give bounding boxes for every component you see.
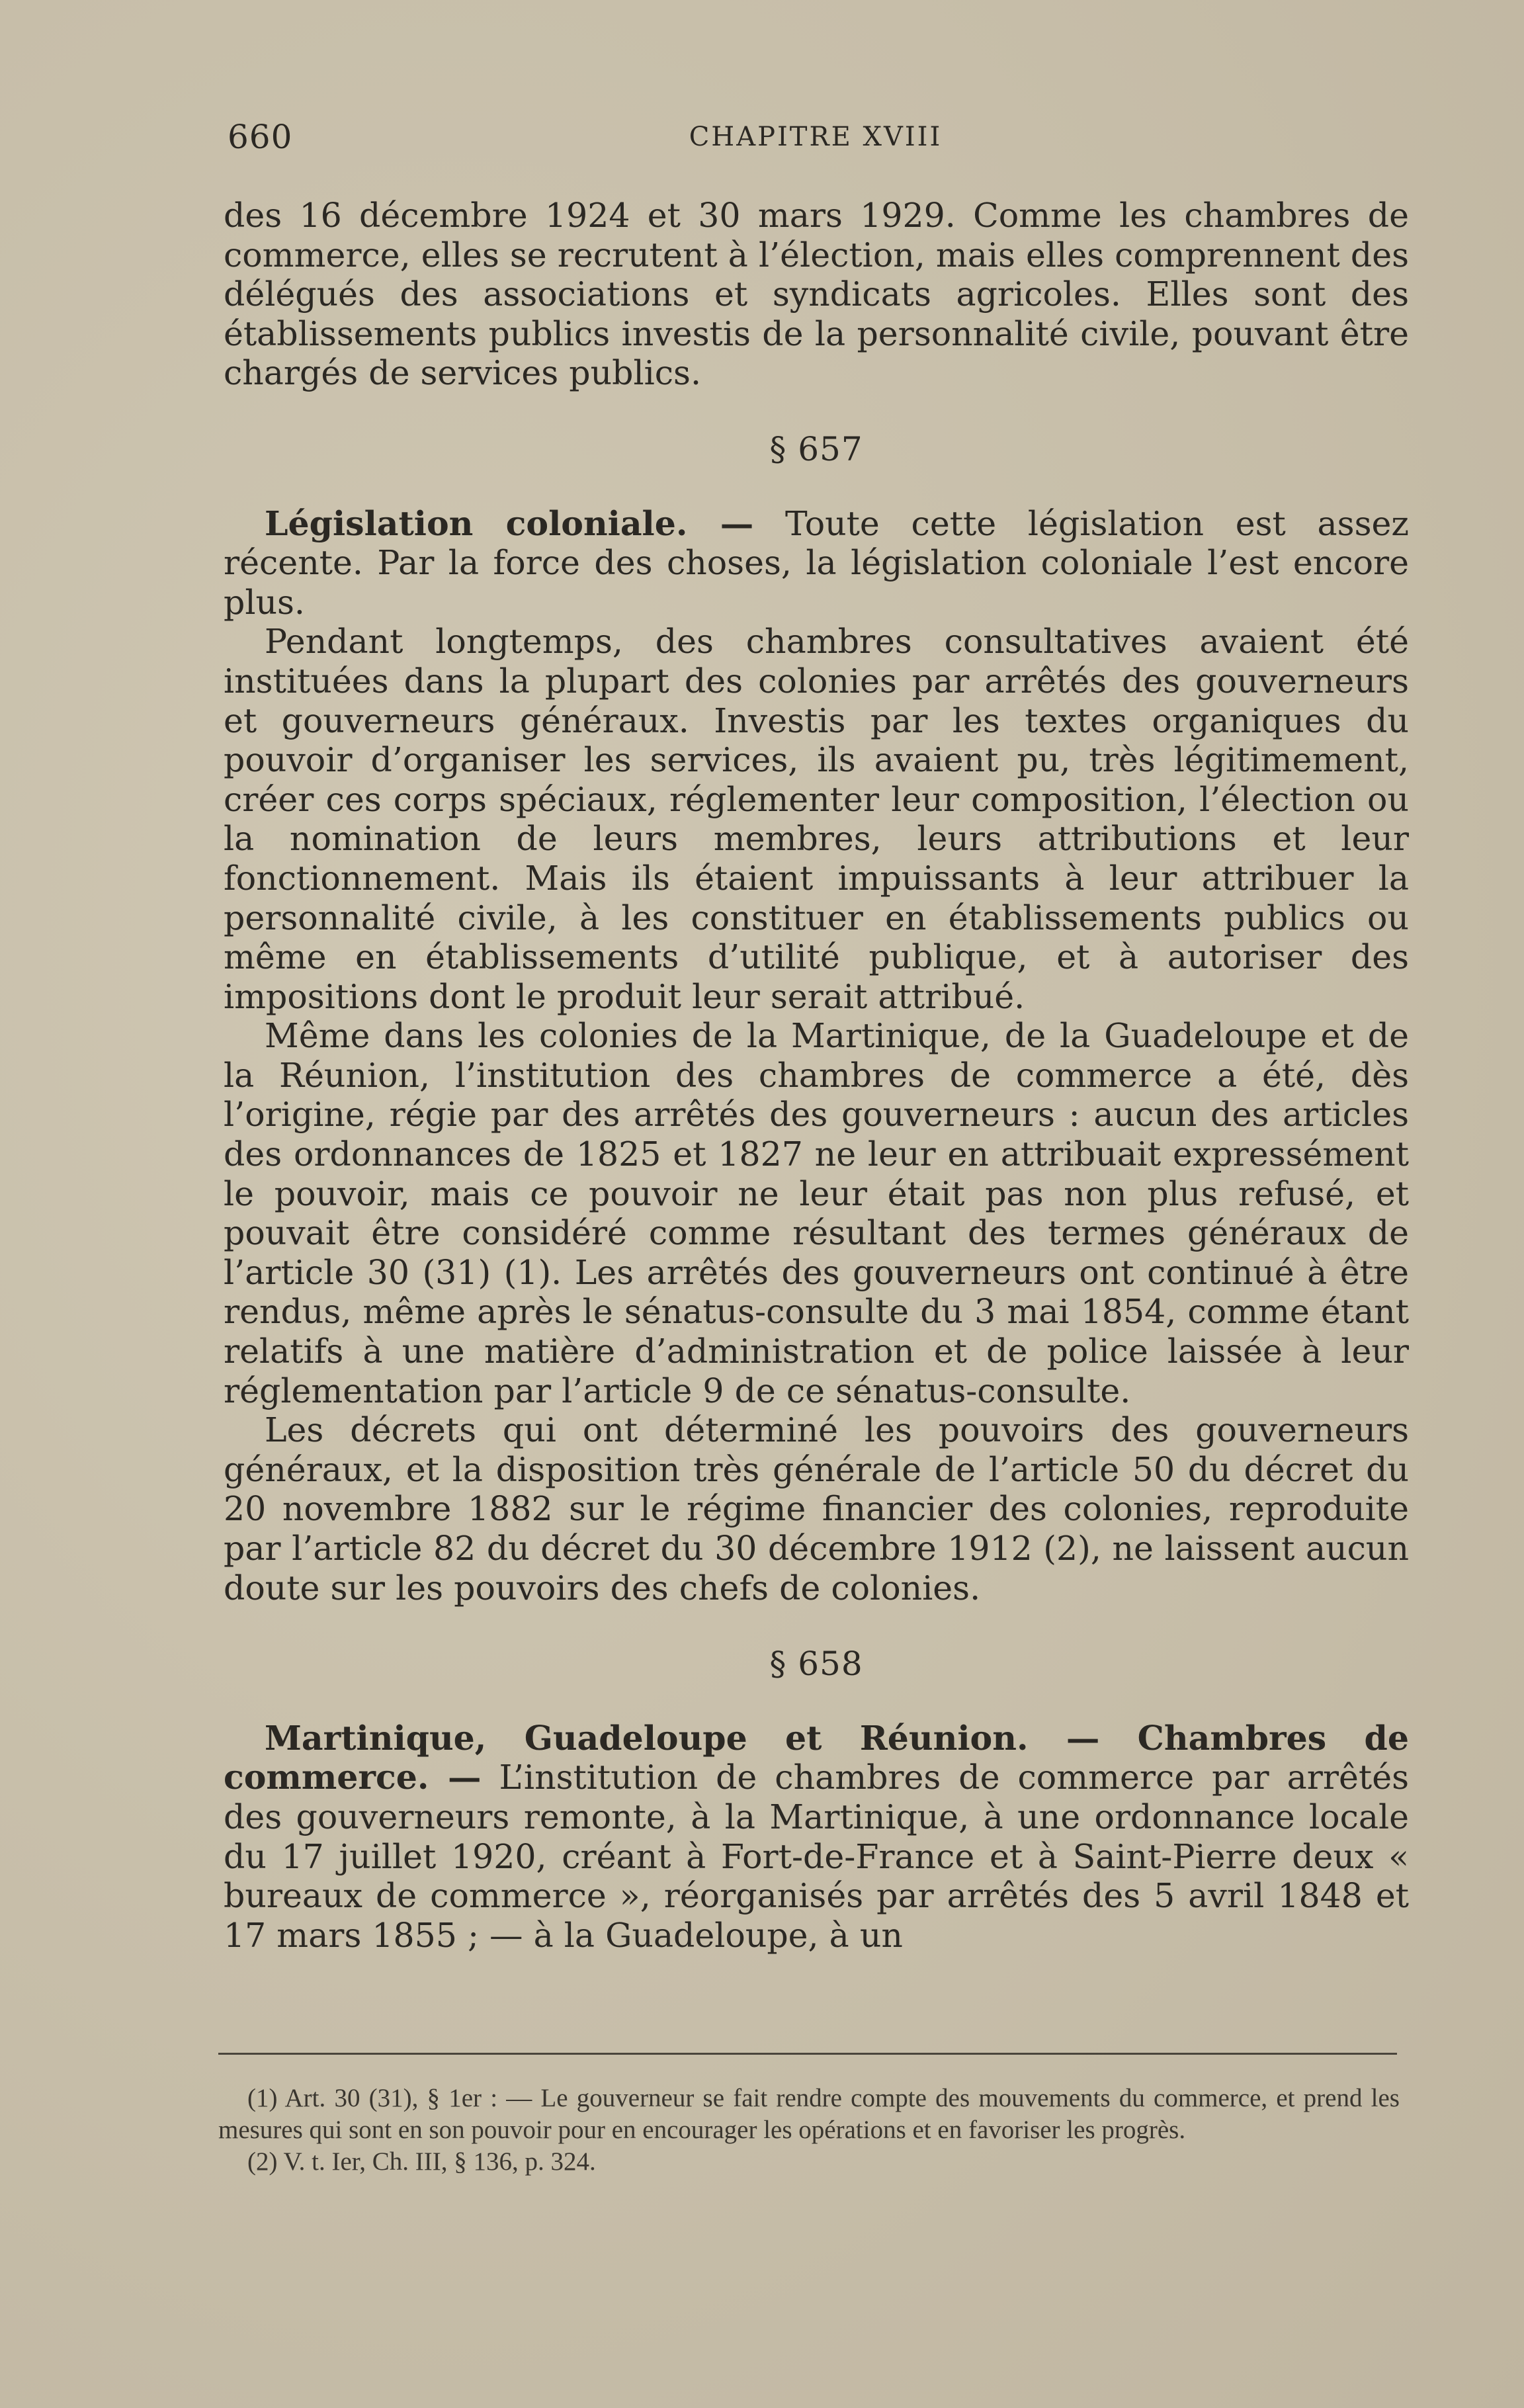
page-number: 660 bbox=[228, 118, 293, 156]
section-title: Législation coloniale. — bbox=[265, 503, 754, 543]
footnote-divider bbox=[218, 2053, 1397, 2055]
running-header bbox=[224, 118, 1408, 164]
footnote-2: (2) V. t. Ier, Ch. III, § 136, p. 324. bbox=[247, 2147, 596, 2176]
paragraph-text: Toute cette législation est assez récente. Par la force des choses, la législation coloniale l’est encore plus. bbox=[224, 503, 1409, 622]
paragraph-continuation: des 16 décembre 1924 et 30 mars 1929. Comme les chambres de commerce, elles se recrutent à l’élection, mais elles comprennent des délégués des associations et syndicats agricoles. Elles sont des établissements publics investis de la personnalité civile, pouvant être chargés de services publics. bbox=[224, 196, 1409, 393]
main-text bbox=[224, 196, 1409, 1955]
paragraph-text: L’institution de chambres de commerce par arrêtés des gouverneurs remonte, à la Martinique, à une ordonnance locale du 17 juillet 1920, créant à Fort-de-France et à Saint-Pierre deux « bureaux de commerce », réorganisés par arrêtés des 5 avril 1848 et 17 mars 1855 ; — à la Guadeloupe, à un bbox=[224, 1758, 1409, 1955]
paragraph: Pendant longtemps, des chambres consultatives avaient été instituées dans la plupart des colonies par arrêtés des gouverneurs et gouverneurs généraux. Investis par les textes organiques du pouvoir d’organiser les services, ils avaient pu, très légitimement, créer ces corps spéciaux, réglementer leur composition, l’élection ou la nomination de leurs membres, leurs attributions et leur fonctionnement. Mais ils étaient impuissants à leur attribuer la personnalité civile, à les constituer en établissements publics ou même en établissements d’utilité publique, et à autoriser des impositions dont le produit leur serait attribué. bbox=[224, 622, 1409, 1016]
paragraph: Même dans les colonies de la Martinique, de la Guadeloupe et de la Réunion, l’institution des chambres de commerce a été, dès l’origine, régie par des arrêtés des gouverneurs : aucun des articles des ordonnances de 1825 et 1827 ne leur en attribuait expressément le pouvoir, mais ce pouvoir ne leur était pas non plus refusé, et pouvait être considéré comme résultant des termes généraux de l’article 30 (31) (1). Les arrêtés des gouverneurs ont continué à être rendus, même après le sénatus-consulte du 3 mai 1854, comme étant relatifs à une matière d’administration et de police laissée à leur réglementation par l’article 9 de ce sénatus-consulte. bbox=[224, 1016, 1409, 1410]
section-title: Martinique, Guadeloupe et Réunion. — Chambres de commerce. — bbox=[224, 1718, 1409, 1797]
footnotes bbox=[218, 2083, 1400, 2178]
section-heading-658: § 658 bbox=[769, 1645, 863, 1684]
chapter-title: CHAPITRE XVIII bbox=[689, 122, 943, 152]
paragraph bbox=[224, 1719, 1409, 1956]
paragraph: Les décrets qui ont déterminé les pouvoirs des gouverneurs généraux, et la disposition très générale de l’article 50 du décret du 20 novembre 1882 sur le régime financier des colonies, reproduite par l’article 82 du décret du 30 décembre 1912 (2), ne laissent aucun doute sur les pouvoirs des chefs de colonies. bbox=[224, 1410, 1409, 1608]
paragraph bbox=[224, 504, 1409, 623]
footnote-1: (1) Art. 30 (31), § 1er : — Le gouverneur se fait rendre compte des mouvements du commerce, et prend les mesures qui sont en son pouvoir pour en encourager les opérations et en favoriser les progrès. bbox=[218, 2084, 1400, 2144]
section-heading-657: § 657 bbox=[769, 429, 863, 468]
